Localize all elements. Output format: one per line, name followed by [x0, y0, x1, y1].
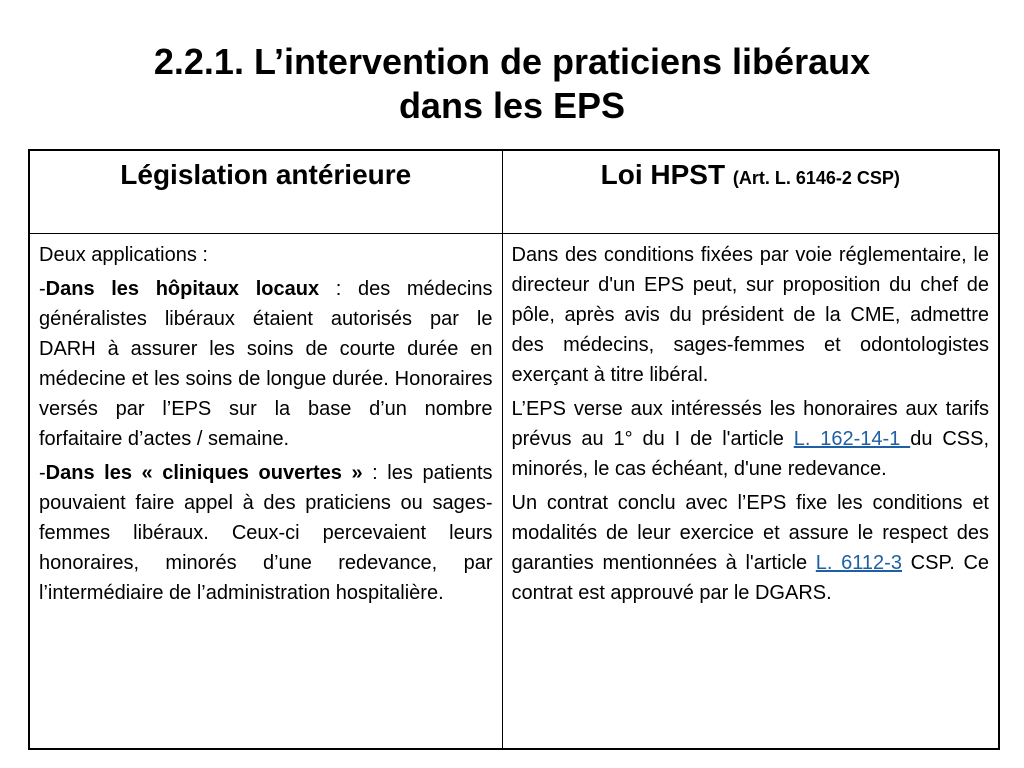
item-heading-local-hospitals: Dans les hôpitaux locaux	[45, 278, 320, 300]
previous-intro: Deux applications :	[39, 244, 208, 266]
hpst-p2-text-after: du CSS, minorés, le cas échéant, d'une redevance.	[511, 428, 990, 480]
item-dash: -	[39, 278, 46, 300]
item-text-open-clinics: : les patients pouvaient faire appel à des praticiens ou sages-femmes libéraux. Ceux-ci percevaient leurs honoraires, minorés d’une redevance, par l’intermédiaire de l’administration hospitalière.	[39, 462, 493, 604]
hpst-paragraph-2	[512, 394, 990, 484]
item-heading-open-clinics: Dans les « cliniques ouvertes »	[45, 462, 363, 484]
comparison-table	[28, 149, 1000, 750]
hpst-p3-text-after: CSP. Ce contrat est approuvé par le DGARS.	[511, 552, 990, 604]
cell-previous-legislation	[29, 234, 502, 750]
item-text-local-hospitals: : des médecins généralistes libéraux étaient autorisés par le DARH à assurer les soins de courte durée en médecine et les soins de longue durée. Honoraires versés par l’EPS sur la base d’un nombre forfaitaire d’actes / semaine.	[39, 278, 493, 450]
previous-item-local-hospitals	[39, 274, 493, 454]
header-hpst-law	[502, 150, 999, 234]
page-title-line-1: 2.2.1. L’intervention de praticiens libéraux	[153, 41, 871, 82]
hpst-p2-text-before: L’EPS verse aux intéressés les honoraires aux tarifs prévus au 1° du I de l'article	[511, 398, 989, 450]
header-previous-legislation: Législation antérieure	[29, 150, 502, 234]
item-dash: -	[39, 462, 46, 484]
cell-hpst-law	[502, 234, 999, 750]
page-title	[0, 40, 1024, 128]
hpst-paragraph-1: Dans des conditions fixées par voie réglementaire, le directeur d'un EPS peut, sur proposition du chef de pôle, après avis du président de la CME, admettre des médecins, sages-femmes et odontologistes exerçant à titre libéral.	[511, 244, 989, 386]
page-title-line-2: dans les EPS	[398, 85, 626, 126]
link-article-l6112-3[interactable]: L. 6112-3	[815, 552, 902, 574]
link-article-l162-14-1[interactable]: L. 162-14-1	[793, 428, 911, 450]
header-hpst-main: Loi HPST	[600, 159, 726, 190]
hpst-paragraph-3	[512, 488, 990, 608]
hpst-p3-text-before: Un contrat conclu avec l’EPS fixe les conditions et modalités de leur exercice et assure le respect des garanties mentionnées à l'article	[511, 492, 989, 574]
header-hpst-article-ref: (Art. L. 6146-2 CSP)	[732, 168, 900, 188]
table-row	[29, 234, 999, 750]
table-header-row	[29, 150, 999, 234]
previous-item-open-clinics	[39, 458, 493, 608]
